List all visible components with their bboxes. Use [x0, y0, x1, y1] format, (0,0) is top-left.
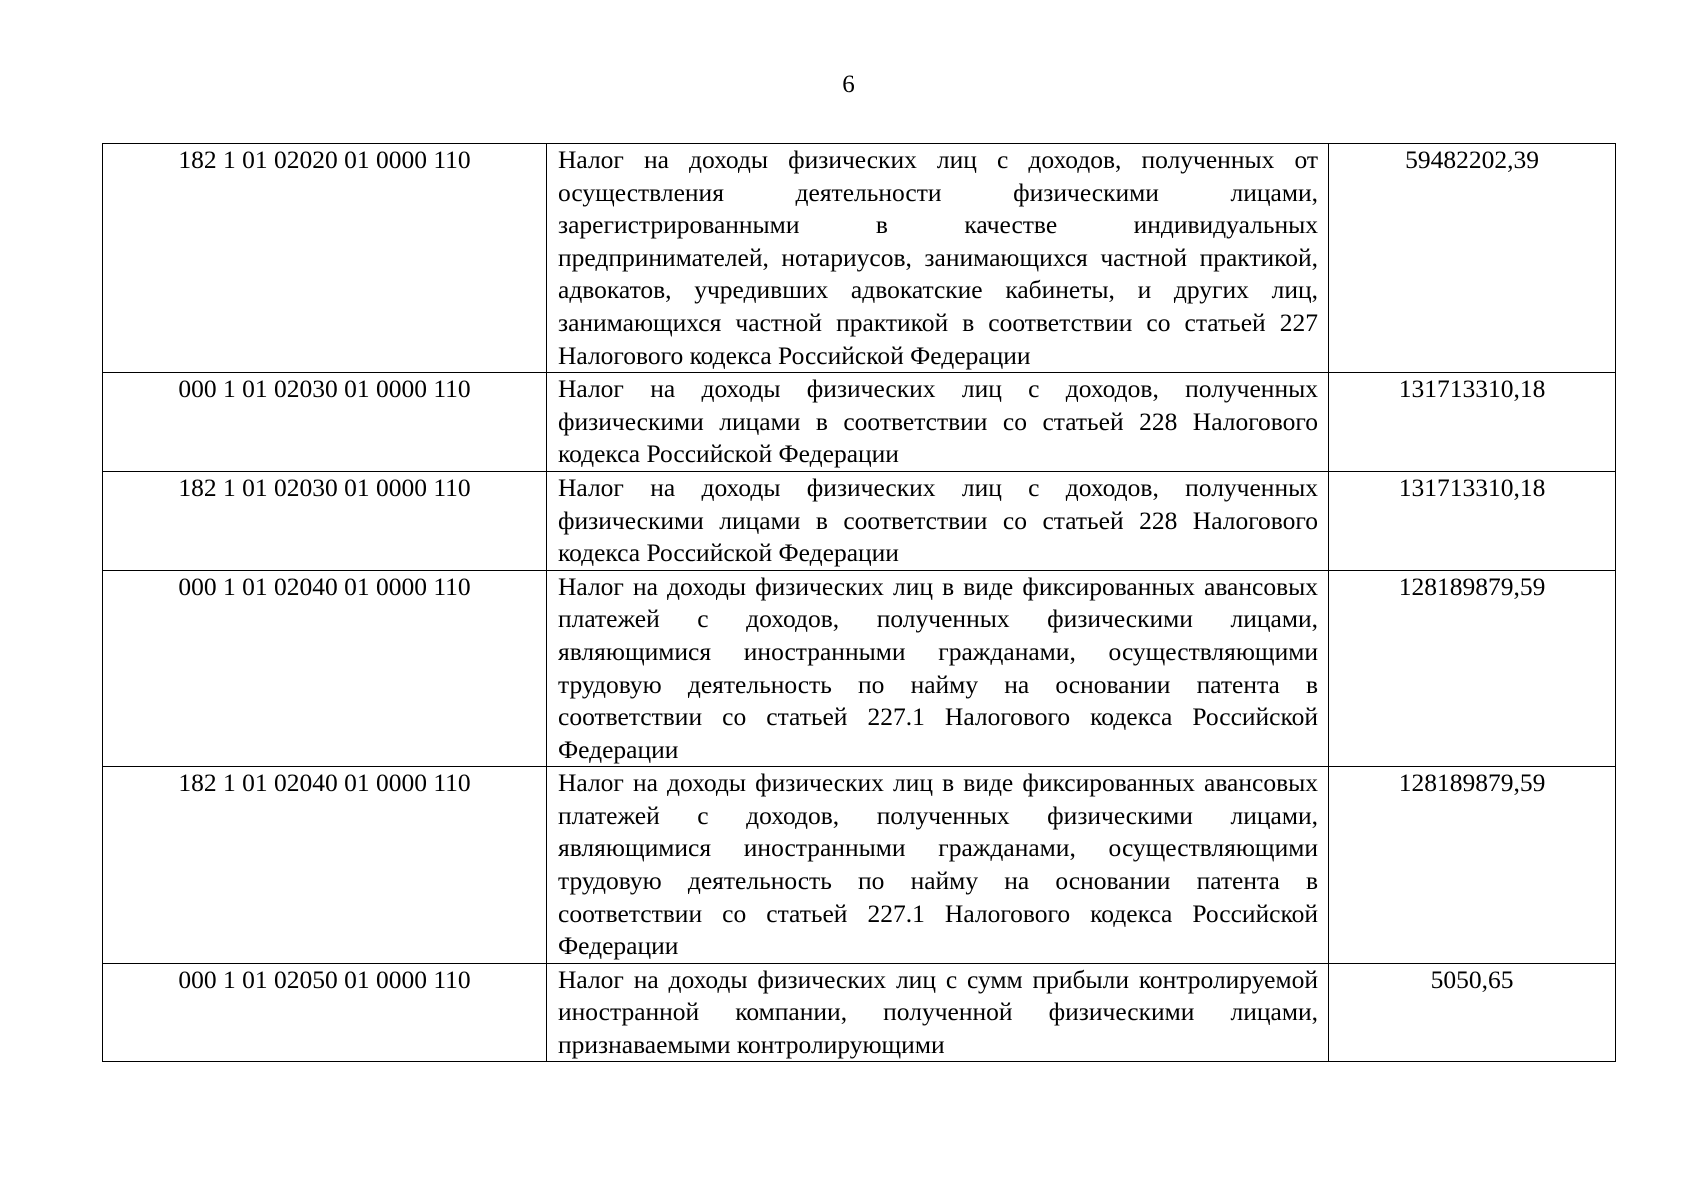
table-row: [103, 373, 1616, 472]
amount-cell: [1329, 963, 1616, 1061]
budget-code-cell: [103, 963, 547, 1061]
budget-code-cell: 182 1 01 02020 01 0000 110: [103, 144, 547, 373]
amount-cell: 128189879,59: [1329, 570, 1616, 767]
page-number: 6: [842, 71, 855, 98]
revenue-name-cell: Налог на доходы физических лиц с доходов, полученных физическими лицами в соответствии со статьей 228 Налогового кодекса Российской Федерации: [547, 373, 1329, 472]
amount-cell: 131713310,18: [1329, 471, 1616, 570]
table-row: [103, 570, 1616, 767]
budget-code-text: 000 1 01 02050 01 0000 110: [178, 964, 471, 994]
table-row: [103, 471, 1616, 570]
amount-cell: 131713310,18: [1329, 373, 1616, 472]
revenue-name-cell: Налог на доходы физических лиц с доходов, полученных физическими лицами в соответствии со статьей 228 Налогового кодекса Российской Федерации: [547, 471, 1329, 570]
table-row: [103, 963, 1616, 1061]
revenue-name-cell: Налог на доходы физических лиц с доходов, полученных от осуществления деятельности физическими лицами, зарегистрированными в качестве индивидуальных предпринимателей, нотариусов, занимающихся частной практикой, адвокатов, учредивших адвокатские кабинеты, и других лиц, занимающихся частной практикой в соответствии со статьей 227 Налогового кодекса Российской Федерации: [547, 144, 1329, 373]
revenue-name-cell: Налог на доходы физических лиц в виде фиксированных авансовых платежей с доходов, полученных физическими лицами, являющимися иностранными гражданами, осуществляющими трудовую деятельность по найму на основании патента в соответствии со статьей 227.1 Налогового кодекса Российской Федерации: [547, 767, 1329, 964]
amount-cell: 128189879,59: [1329, 767, 1616, 964]
budget-code-cell: 182 1 01 02030 01 0000 110: [103, 471, 547, 570]
amount-cell: 59482202,39: [1329, 144, 1616, 373]
table-row: [103, 767, 1616, 964]
revenue-name-cell: Налог на доходы физических лиц в виде фиксированных авансовых платежей с доходов, полученных физическими лицами, являющимися иностранными гражданами, осуществляющими трудовую деятельность по найму на основании патента в соответствии со статьей 227.1 Налогового кодекса Российской Федерации: [547, 570, 1329, 767]
table-row: [103, 144, 1616, 373]
amount-text: 5050,65: [1430, 964, 1514, 994]
budget-code-cell: 000 1 01 02030 01 0000 110: [103, 373, 547, 472]
budget-code-cell: 000 1 01 02040 01 0000 110: [103, 570, 547, 767]
budget-revenue-table: [102, 143, 1616, 1062]
budget-code-cell: 182 1 01 02040 01 0000 110: [103, 767, 547, 964]
revenue-name-cell: [547, 963, 1329, 1061]
revenue-name-text: Налог на доходы физических лиц с сумм прибыли контролируемой иностранной компании, полученной физическими лицами, признаваемыми контролирующими: [558, 964, 1318, 1060]
